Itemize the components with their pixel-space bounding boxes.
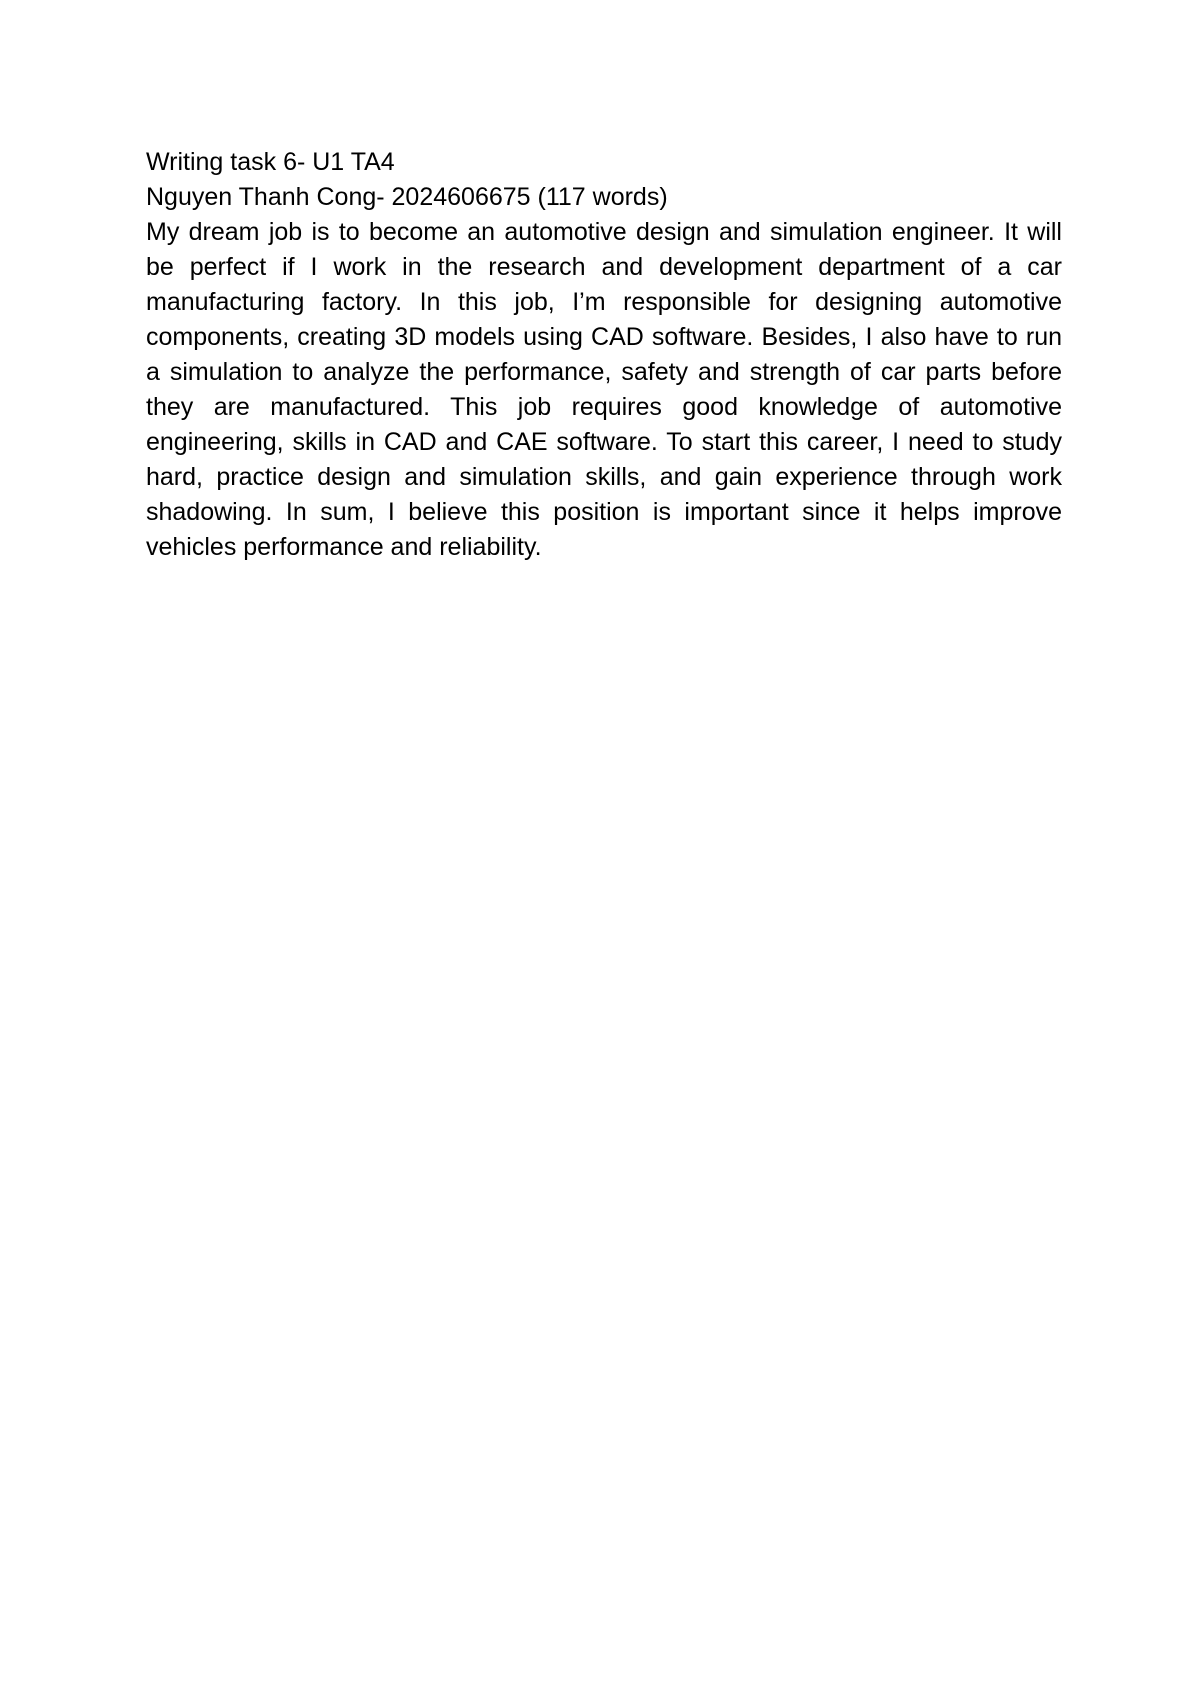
document-title: Writing task 6- U1 TA4	[146, 148, 395, 176]
document-content	[146, 145, 1062, 565]
body-paragraph: My dream job is to become an automotive design and simulation engineer. It will be perfect if I work in the research and development department of a car manufacturing factory. In this job, I’m responsible for designing automotive components, creating 3D models using CAD software. Besides, I also have to run a simulation to analyze the performance, safety and strength of car parts before they are manufactured. This job requires good knowledge of automotive engineering, skills in CAD and CAE software. To start this career, I need to study hard, practice design and simulation skills, and gain experience through work shadowing. In sum, I believe this position is important since it helps improve vehicles performance and reliability.	[146, 218, 1062, 561]
author-line: Nguyen Thanh Cong- 2024606675 (117 words)	[146, 183, 668, 211]
